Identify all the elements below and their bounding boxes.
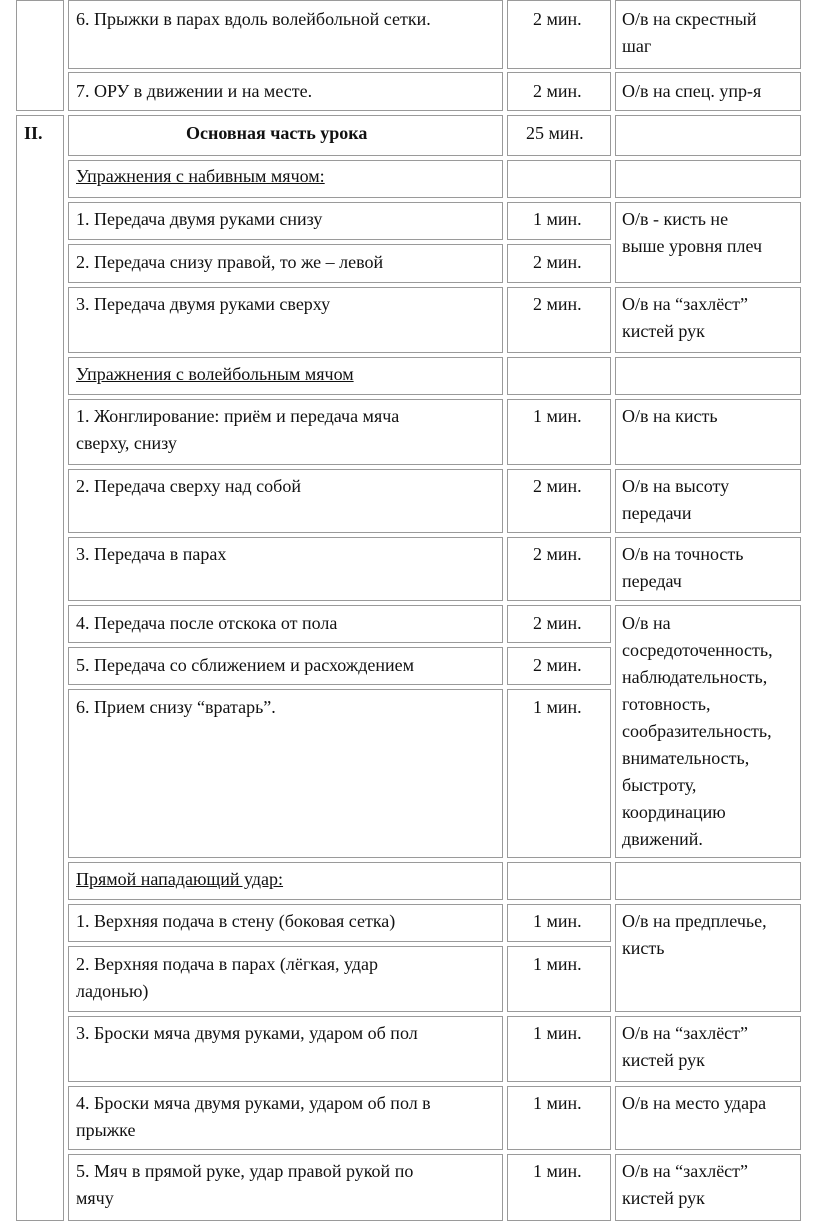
exercise-note: О/в на точность	[622, 544, 744, 564]
exercise-note: кисть	[622, 938, 665, 958]
exercise-time: 2 мин.	[533, 252, 582, 272]
exercise-text: 1. Передача двумя руками снизу	[76, 209, 323, 229]
exercise-note: О/в на место удара	[622, 1093, 767, 1113]
exercise-text: мячу	[76, 1188, 114, 1208]
exercise-time: 2 мин.	[533, 81, 582, 101]
cell	[615, 357, 801, 395]
exercise-time: 2 мин.	[533, 544, 582, 564]
exercise-text: 2. Верхняя подача в парах (лёгкая, удар	[76, 954, 378, 974]
exercise-note: кистей рук	[622, 1188, 705, 1208]
exercise-note: координацию	[622, 802, 726, 822]
subsection-heading: Прямой нападающий удар:	[76, 869, 284, 889]
exercise-note: О/в на предплечье,	[622, 911, 767, 931]
exercise-text: 3. Броски мяча двумя руками, ударом об пол	[76, 1023, 418, 1043]
exercise-text: 2. Передача снизу правой, то же – левой	[76, 252, 384, 272]
exercise-text: 4. Броски мяча двумя руками, ударом об пол в	[76, 1093, 431, 1113]
exercise-text: 6. Прыжки в парах вдоль волейбольной сетки.	[76, 9, 431, 29]
exercise-text: 7. ОРУ в движении и на месте.	[76, 81, 313, 101]
exercise-time: 1 мин.	[533, 406, 582, 426]
exercise-text: 6. Прием снизу “вратарь”.	[76, 697, 276, 717]
exercise-time: 1 мин.	[533, 209, 582, 229]
section-roman: II.	[24, 123, 43, 143]
exercise-note: движений.	[622, 829, 703, 849]
exercise-text: сверху, снизу	[76, 433, 177, 453]
exercise-time: 1 мин.	[533, 954, 582, 974]
exercise-note: О/в на высоту	[622, 476, 730, 496]
subsection-heading: Упражнения с волейбольным мячом	[76, 364, 354, 384]
exercise-text: 1. Верхняя подача в стену (боковая сетка)	[76, 911, 396, 931]
exercise-time: 2 мин.	[533, 655, 582, 675]
exercise-time: 1 мин.	[533, 1023, 582, 1043]
exercise-time: 2 мин.	[533, 9, 582, 29]
exercise-time: 1 мин.	[533, 1161, 582, 1181]
cell	[507, 357, 611, 395]
exercise-note: О/в на “захлёст”	[622, 294, 749, 314]
exercise-text: 3. Передача в парах	[76, 544, 227, 564]
section-time: 25 мин.	[526, 123, 584, 143]
exercise-note: передач	[622, 571, 682, 591]
num-cell-section-2	[16, 115, 64, 1221]
exercise-note: О/в на “захлёст”	[622, 1161, 749, 1181]
exercise-note: готовность,	[622, 694, 711, 714]
exercise-time: 1 мин.	[533, 1093, 582, 1113]
exercise-note: кистей рук	[622, 1050, 705, 1070]
exercise-text: ладонью)	[76, 981, 149, 1001]
exercise-note: шаг	[622, 36, 652, 56]
exercise-note: О/в на кисть	[622, 406, 718, 426]
exercise-note: сообразительность,	[622, 721, 772, 741]
exercise-note: быстроту,	[622, 775, 697, 795]
exercise-time: 2 мин.	[533, 294, 582, 314]
exercise-time: 2 мин.	[533, 613, 582, 633]
exercise-text: 1. Жонглирование: приём и передача мяча	[76, 406, 400, 426]
num-cell-top	[16, 0, 64, 111]
exercise-note: сосредоточенность,	[622, 640, 773, 660]
exercise-note: кистей рук	[622, 321, 705, 341]
exercise-text: 4. Передача после отскока от пола	[76, 613, 338, 633]
exercise-note: О/в - кисть не	[622, 209, 729, 229]
exercise-note: передачи	[622, 503, 692, 523]
exercise-note: О/в на “захлёст”	[622, 1023, 749, 1043]
cell	[615, 115, 801, 156]
exercise-text: 5. Передача со сближением и расхождением	[76, 655, 415, 675]
exercise-time: 1 мин.	[533, 911, 582, 931]
exercise-text: 2. Передача сверху над собой	[76, 476, 301, 496]
exercise-text: 5. Мяч в прямой руке, удар правой рукой по	[76, 1161, 414, 1181]
exercise-note: О/в на	[622, 613, 671, 633]
cell	[615, 160, 801, 198]
exercise-time: 2 мин.	[533, 476, 582, 496]
exercise-note: наблюдательность,	[622, 667, 768, 687]
cell	[507, 160, 611, 198]
exercise-note: О/в на скрестный	[622, 9, 757, 29]
section-title: Основная часть урока	[186, 123, 368, 143]
exercise-text: 3. Передача двумя руками сверху	[76, 294, 331, 314]
exercise-time: 1 мин.	[533, 697, 582, 717]
exercise-text: прыжке	[76, 1120, 136, 1140]
cell	[507, 862, 611, 900]
exercise-note: О/в на спец. упр-я	[622, 81, 762, 101]
cell	[615, 862, 801, 900]
exercise-note: выше уровня плеч	[622, 236, 763, 256]
exercise-note: внимательность,	[622, 748, 750, 768]
subsection-heading: Упражнения с набивным мячом:	[76, 166, 325, 186]
